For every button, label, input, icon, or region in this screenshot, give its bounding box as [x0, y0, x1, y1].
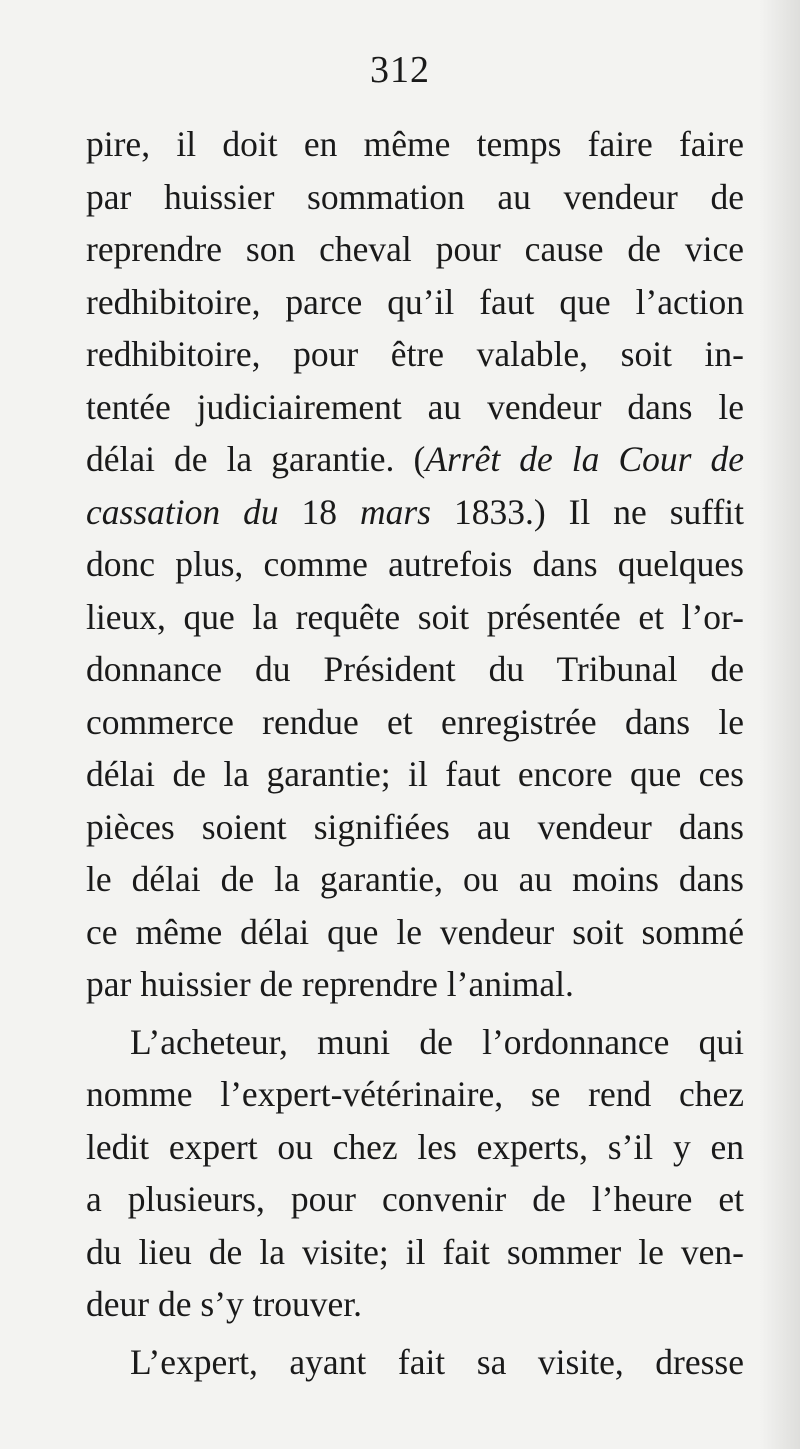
text-line: L’acheteur, muni de l’ordonnance qui: [130, 1021, 744, 1062]
text-line: pire, il doit en même temps faire faire: [86, 124, 744, 164]
citation-italic: mars: [359, 491, 432, 532]
text-line: redhibitoire, parce qu’il faut que l’action: [86, 281, 744, 322]
text-line: ledit expert ou chez les experts, s’il y en: [86, 1126, 744, 1167]
text-segment: délai de la garantie. (: [86, 439, 426, 479]
text-line: par huissier sommation au vendeur de: [86, 176, 744, 217]
paragraph-3: [86, 1336, 744, 1389]
page-number: 312: [370, 49, 430, 91]
text-line: du lieu de la visite; il fait sommer le ven-: [86, 1231, 744, 1272]
text-line: lieux, que la requête soit présentée et l’or-: [86, 596, 744, 637]
citation-italic: cassation du: [86, 491, 279, 532]
text-line: [86, 486, 744, 539]
paragraph-1: [86, 118, 744, 1011]
text-line: reprendre son cheval pour cause de vice: [86, 229, 744, 269]
text-line: donnance du Président du Tribunal de: [86, 649, 744, 689]
text-line: nomme l’expert-vétérinaire, se rend chez: [86, 1074, 744, 1114]
text-line: a plusieurs, pour convenir de l’heure et: [86, 1179, 744, 1219]
text-segment: 18: [278, 491, 360, 532]
text-line: le délai de la garantie, ou au moins dans: [86, 859, 744, 899]
text-line: tentée judiciairement au vendeur dans le: [86, 386, 744, 427]
text-line: délai de la garantie; il faut encore que ces: [86, 754, 744, 794]
citation-italic: Arrêt de la Cour de: [425, 439, 744, 479]
text-line: commerce rendue et enregistrée dans le: [86, 701, 744, 742]
text-line: par huissier de reprendre l’animal.: [86, 964, 574, 1004]
text-line: redhibitoire, pour être valable, soit in-: [86, 334, 744, 374]
text-line: donc plus, comme autrefois dans quelques: [86, 544, 744, 584]
text-segment: 1833.) Il ne suffit: [431, 491, 745, 532]
text-line: deur de s’y trouver.: [86, 1284, 363, 1324]
text-line: [86, 433, 744, 486]
paragraph-2: [86, 1016, 744, 1331]
text-line: pièces soient signifiées au vendeur dans: [86, 806, 744, 847]
text-line: ce même délai que le vendeur soit sommé: [86, 911, 744, 952]
body-text: [86, 118, 744, 1388]
page-edge-shadow: [760, 0, 800, 1449]
text-line: L’expert, ayant fait sa visite, dresse: [130, 1341, 744, 1382]
